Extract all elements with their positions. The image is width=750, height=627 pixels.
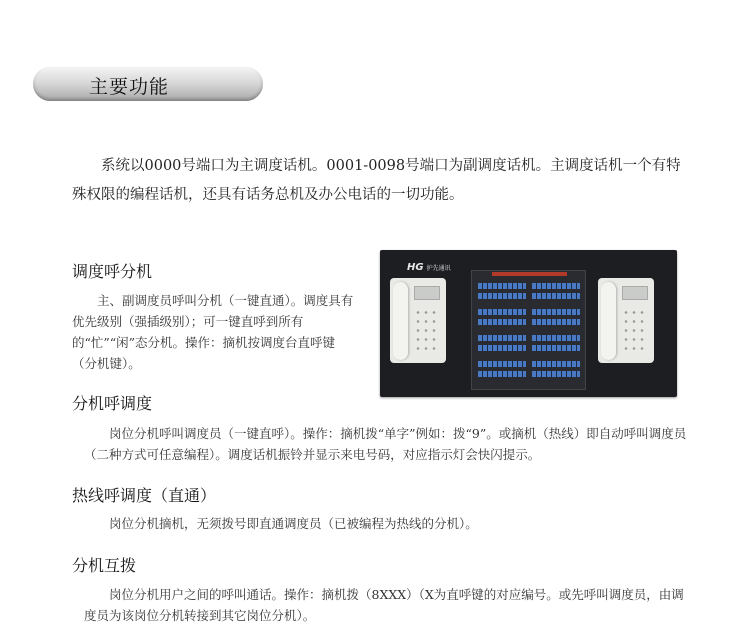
- section-title-extension-intercall: 分机互拨: [72, 556, 137, 575]
- extension-key-panel: [471, 270, 586, 390]
- intro-paragraph: 系统以0000号端口为主调度话机。0001-0098号端口为副调度话机。主调度话机一个有特殊权限的编程话机，还具有话务总机及办公电话的一切功能。: [72, 158, 681, 203]
- section-banner: [33, 67, 263, 101]
- section-text-extension-intercall: 岗位分机用户之间的呼叫通话。操作：摘机拨（8XXX）（X为直呼键的对应编号。或先呼叫调度员，由调度员为该岗位分机转接到其它岗位分机）。: [84, 587, 684, 623]
- section-title-hotline-dispatch: 热线呼调度（直通）: [72, 486, 217, 505]
- left-telephone: [390, 278, 446, 363]
- section-text-extension-calls-dispatch: 岗位分机呼叫调度员（一键直呼）。操作：摘机拨“单字”例如：拨“9”。或摘机（热线）即自动呼叫调度员（二种方式可任意编程）。调度话机振铃并显示来电号码，对应指示灯会快闪提示。: [84, 426, 687, 462]
- section-text-dispatch-calls-extension: 主、副调度员呼叫分机（一键直通）。调度具有优先级别（强插级别）；可一键直呼到所有的“忙”“闲”态分机。操作：摘机按调度台直呼键（分机键）。: [72, 293, 354, 371]
- right-telephone: [598, 278, 654, 363]
- dispatch-console-image: [380, 250, 677, 397]
- section-title-extension-calls-dispatch: 分机呼调度: [72, 394, 153, 413]
- section-text-hotline-dispatch: 岗位分机摘机，无须拨号即直通调度员（已被编程为热线的分机）。: [109, 516, 478, 531]
- banner-title: 主要功能: [89, 76, 170, 98]
- section-title-dispatch-calls-extension: 调度呼分机: [72, 262, 153, 281]
- device-logo: HG 护先通讯: [407, 262, 451, 273]
